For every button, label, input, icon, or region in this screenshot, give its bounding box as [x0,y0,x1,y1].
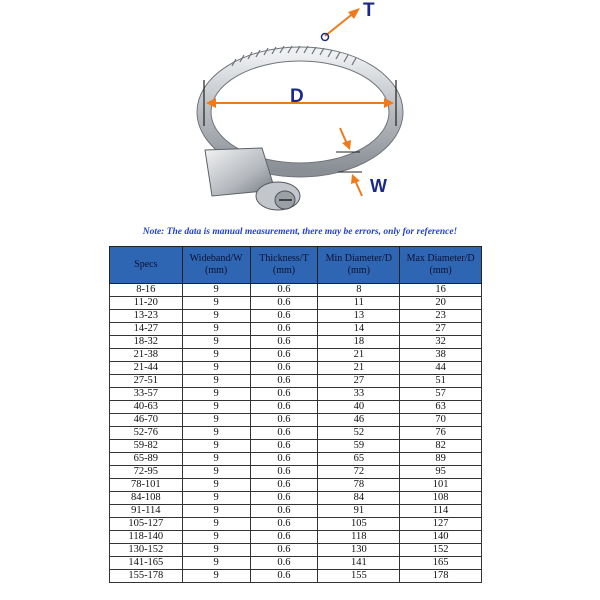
cell-wideband: 9 [182,336,250,349]
cell-specs: 21-38 [110,349,183,362]
cell-wideband: 9 [182,557,250,570]
cell-max-diameter: 101 [400,479,482,492]
cell-thickness: 0.6 [250,427,318,440]
cell-min-diameter: 33 [318,388,400,401]
cell-specs: 52-76 [110,427,183,440]
table-row [110,310,482,323]
table-row [110,492,482,505]
thickness-arrow [325,12,355,36]
cell-wideband: 9 [182,466,250,479]
cell-thickness: 0.6 [250,505,318,518]
cell-specs: 46-70 [110,414,183,427]
cell-min-diameter: 130 [318,544,400,557]
header-wideband: Wideband/W (mm) [182,247,250,284]
header-specs: Specs [110,247,183,284]
cell-specs: 33-57 [110,388,183,401]
cell-thickness: 0.6 [250,297,318,310]
cell-wideband: 9 [182,375,250,388]
cell-wideband: 9 [182,349,250,362]
cell-max-diameter: 44 [400,362,482,375]
cell-wideband: 9 [182,479,250,492]
thickness-label: T [363,0,375,21]
cell-wideband: 9 [182,401,250,414]
cell-min-diameter: 141 [318,557,400,570]
cell-specs: 72-95 [110,466,183,479]
cell-thickness: 0.6 [250,349,318,362]
cell-wideband: 9 [182,453,250,466]
hose-clamp-illustration [0,0,600,245]
table-row [110,349,482,362]
table-row [110,479,482,492]
cell-max-diameter: 63 [400,401,482,414]
cell-specs: 130-152 [110,544,183,557]
table-row [110,557,482,570]
table-row [110,297,482,310]
cell-thickness: 0.6 [250,388,318,401]
cell-specs: 91-114 [110,505,183,518]
table-row [110,427,482,440]
cell-wideband: 9 [182,414,250,427]
cell-min-diameter: 18 [318,336,400,349]
cell-thickness: 0.6 [250,401,318,414]
cell-min-diameter: 72 [318,466,400,479]
cell-specs: 21-44 [110,362,183,375]
table-row [110,466,482,479]
cell-thickness: 0.6 [250,518,318,531]
cell-thickness: 0.6 [250,466,318,479]
cell-max-diameter: 108 [400,492,482,505]
cell-max-diameter: 127 [400,518,482,531]
cell-specs: 14-27 [110,323,183,336]
cell-min-diameter: 27 [318,375,400,388]
cell-thickness: 0.6 [250,440,318,453]
table-row [110,401,482,414]
cell-min-diameter: 52 [318,427,400,440]
cell-max-diameter: 165 [400,557,482,570]
cell-wideband: 9 [182,544,250,557]
cell-max-diameter: 114 [400,505,482,518]
cell-specs: 8-16 [110,284,183,297]
cell-wideband: 9 [182,323,250,336]
cell-wideband: 9 [182,427,250,440]
cell-min-diameter: 59 [318,440,400,453]
cell-max-diameter: 89 [400,453,482,466]
cell-specs: 11-20 [110,297,183,310]
table-header-row [110,247,482,284]
cell-min-diameter: 118 [318,531,400,544]
cell-max-diameter: 152 [400,544,482,557]
cell-thickness: 0.6 [250,323,318,336]
cell-thickness: 0.6 [250,310,318,323]
table-row [110,323,482,336]
cell-wideband: 9 [182,570,250,583]
cell-thickness: 0.6 [250,453,318,466]
table-row [110,440,482,453]
cell-thickness: 0.6 [250,479,318,492]
cell-wideband: 9 [182,492,250,505]
cell-wideband: 9 [182,518,250,531]
cell-min-diameter: 84 [318,492,400,505]
cell-wideband: 9 [182,310,250,323]
cell-max-diameter: 16 [400,284,482,297]
cell-wideband: 9 [182,297,250,310]
cell-max-diameter: 70 [400,414,482,427]
cell-max-diameter: 27 [400,323,482,336]
header-max-diameter: Max Diameter/D (mm) [400,247,482,284]
table-row [110,388,482,401]
header-thickness: Thickness/T (mm) [250,247,318,284]
cell-specs: 59-82 [110,440,183,453]
cell-min-diameter: 11 [318,297,400,310]
table-row [110,375,482,388]
cell-max-diameter: 140 [400,531,482,544]
cell-specs: 155-178 [110,570,183,583]
cell-wideband: 9 [182,505,250,518]
cell-min-diameter: 91 [318,505,400,518]
spec-table [109,246,482,583]
cell-max-diameter: 20 [400,297,482,310]
cell-max-diameter: 178 [400,570,482,583]
cell-max-diameter: 51 [400,375,482,388]
cell-wideband: 9 [182,531,250,544]
hose-clamp-diagram [0,0,600,245]
cell-max-diameter: 38 [400,349,482,362]
cell-thickness: 0.6 [250,336,318,349]
cell-specs: 84-108 [110,492,183,505]
cell-wideband: 9 [182,440,250,453]
table-row [110,414,482,427]
table-row [110,284,482,297]
table-row [110,505,482,518]
cell-max-diameter: 82 [400,440,482,453]
cell-specs: 40-63 [110,401,183,414]
cell-min-diameter: 21 [318,362,400,375]
cell-min-diameter: 14 [318,323,400,336]
cell-min-diameter: 78 [318,479,400,492]
table-row [110,518,482,531]
spec-table-body [110,284,482,583]
cell-min-diameter: 65 [318,453,400,466]
cell-min-diameter: 21 [318,349,400,362]
table-row [110,336,482,349]
cell-specs: 13-23 [110,310,183,323]
table-row [110,453,482,466]
cell-wideband: 9 [182,388,250,401]
cell-specs: 105-127 [110,518,183,531]
diameter-label: D [290,86,304,107]
cell-specs: 18-32 [110,336,183,349]
table-row [110,531,482,544]
cell-max-diameter: 23 [400,310,482,323]
cell-wideband: 9 [182,362,250,375]
cell-min-diameter: 13 [318,310,400,323]
measurement-note: Note: The data is manual measurement, there may be errors, only for reference! [142,227,458,237]
cell-max-diameter: 32 [400,336,482,349]
table-row [110,570,482,583]
cell-max-diameter: 57 [400,388,482,401]
cell-thickness: 0.6 [250,492,318,505]
cell-specs: 141-165 [110,557,183,570]
cell-min-diameter: 40 [318,401,400,414]
cell-thickness: 0.6 [250,557,318,570]
table-row [110,362,482,375]
cell-max-diameter: 76 [400,427,482,440]
cell-min-diameter: 155 [318,570,400,583]
cell-thickness: 0.6 [250,362,318,375]
cell-specs: 78-101 [110,479,183,492]
cell-thickness: 0.6 [250,284,318,297]
cell-wideband: 9 [182,284,250,297]
cell-thickness: 0.6 [250,531,318,544]
cell-specs: 65-89 [110,453,183,466]
width-label: W [370,176,387,196]
cell-max-diameter: 95 [400,466,482,479]
cell-thickness: 0.6 [250,414,318,427]
cell-specs: 27-51 [110,375,183,388]
table-row [110,544,482,557]
cell-thickness: 0.6 [250,375,318,388]
cell-min-diameter: 8 [318,284,400,297]
cell-min-diameter: 46 [318,414,400,427]
header-min-diameter: Min Diameter/D (mm) [318,247,400,284]
cell-min-diameter: 105 [318,518,400,531]
cell-thickness: 0.6 [250,544,318,557]
cell-thickness: 0.6 [250,570,318,583]
cell-specs: 118-140 [110,531,183,544]
